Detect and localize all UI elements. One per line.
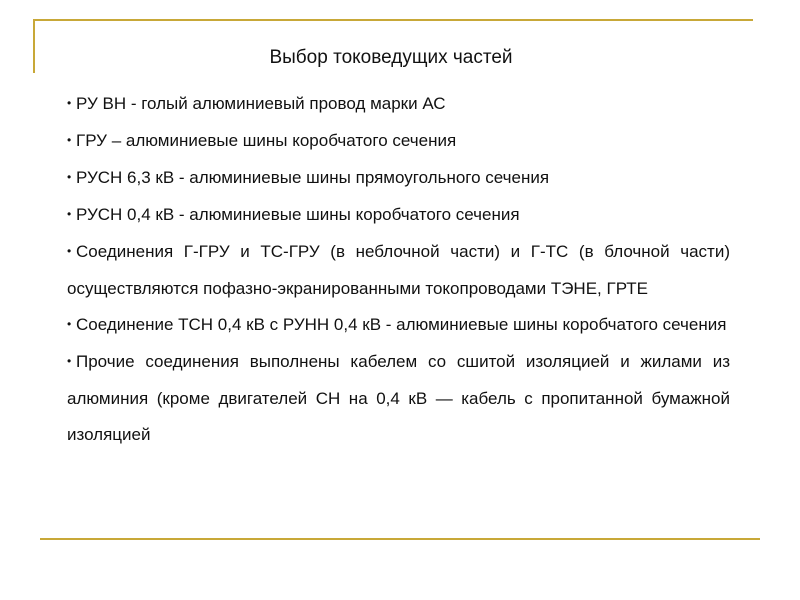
list-item-text: Соединения Г-ГРУ и ТС-ГРУ (в неблочной части) и Г-ТС (в блочной части) осуществляются пофазно-экранированными токопроводами ТЭНЕ, ГРТЕ [67,242,730,298]
bullet-icon: • [67,170,72,184]
list-item [67,307,730,344]
list-item [67,197,730,234]
list-item [67,86,730,123]
decorative-line-top [33,19,753,21]
bullet-icon: • [67,244,72,258]
list-item [67,123,730,160]
bullet-icon: • [67,354,72,368]
list-item [67,234,730,307]
bullet-icon: • [67,317,72,331]
list-item-text: РУ ВН - голый алюминиевый провод марки АС [76,94,446,113]
list-item-text: Прочие соединения выполнены кабелем со сшитой изоляцией и жилами из алюминия (кроме двигателей СН на 0,4 кВ — кабель с пропитанной бумажной изоляцией [67,352,730,444]
list-item [67,160,730,197]
list-item-text: РУСН 0,4 кВ - алюминиевые шины коробчатого сечения [76,205,520,224]
list-item [67,344,730,453]
bullet-icon: • [67,133,72,147]
bullet-icon: • [67,96,72,110]
bullet-icon: • [67,207,72,221]
slide-title: Выбор токоведущих частей [269,47,513,68]
list-item-text: Соединение ТСН 0,4 кВ с РУНН 0,4 кВ - алюминиевые шины коробчатого сечения [76,315,727,334]
list-item-text: РУСН 6,3 кВ - алюминиевые шины прямоугольного сечения [76,168,550,187]
decorative-line-bottom [40,538,760,540]
bullet-list [67,86,730,453]
list-item-text: ГРУ – алюминиевые шины коробчатого сечения [76,131,457,150]
